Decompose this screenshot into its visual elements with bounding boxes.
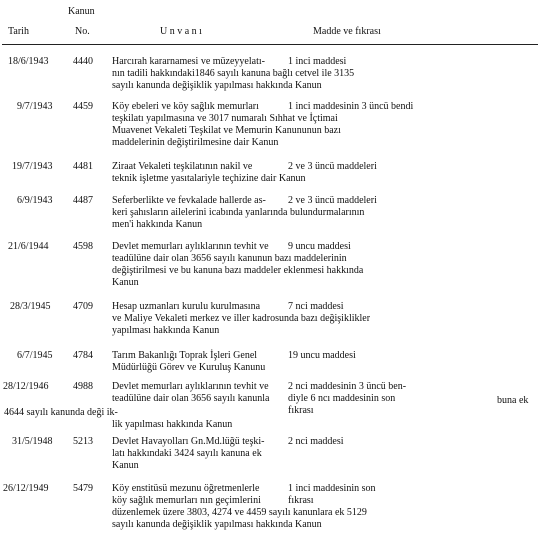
row-title-line: Muavenet Vekaleti Teşkilat ve Memurin Kanununun bazı <box>112 125 341 136</box>
row-madde: 1 inci maddesinin 3 üncü bendi <box>288 101 414 112</box>
row-title-line: değiştirilmesi ve bu kanuna bazı maddeler eklenmesi hakkında <box>112 265 364 276</box>
row-title-line: Seferberlikte ve fevkalade hallerde as- <box>112 195 266 206</box>
row-madde: 2 ve 3 üncü maddeleri <box>288 195 377 206</box>
row-no: 4784 <box>73 350 93 361</box>
row-no: 4988 <box>73 381 93 392</box>
header-kanun-label: Kanun <box>68 6 95 17</box>
header-rule <box>2 44 538 45</box>
row-no: 4440 <box>73 56 93 67</box>
row-title-line: Harcırah kararnamesi ve müzeyyelatı- <box>112 56 265 67</box>
row-date: 9/7/1943 <box>17 101 53 112</box>
row-title-line: latı hakkındaki 3424 sayılı kanuna ek <box>112 448 262 459</box>
row-no: 4598 <box>73 241 93 252</box>
row-title-line: düzenlemek üzere 3803, 4274 ve 4459 sayılı kanunlara ek 5129 <box>112 507 367 518</box>
row-title-line: Kanun <box>112 460 139 471</box>
row-title-line: Tarım Bakanlığı Toprak İşleri Genel <box>112 350 258 361</box>
row-madde: diyle 6 ncı maddesinin son <box>288 393 396 404</box>
row-madde: 2 nci maddesi <box>288 436 344 447</box>
row-madde: 2 nci maddesinin 3 üncü ben- <box>288 381 407 392</box>
row-extra-right: buna ek <box>497 395 529 406</box>
row-title-line: maddelerinin değiştirilmesine dair Kanun <box>112 137 279 148</box>
row-no: 5213 <box>73 436 93 447</box>
row-date: 19/7/1943 <box>12 161 53 172</box>
row-title-line: teadülüne dair olan 3656 sayılı kanunun bazı maddelerinin <box>112 253 347 264</box>
row-date: 26/12/1949 <box>3 483 49 494</box>
row-title-line: Devlet memurları aylıklarının tevhit ve <box>112 241 269 252</box>
row-date: 6/9/1943 <box>17 195 53 206</box>
row-date: 31/5/1948 <box>12 436 53 447</box>
row-title-line: Müdürlüğü Görev ve Kuruluş Kanunu <box>112 362 266 373</box>
row-date: 18/6/1943 <box>8 56 49 67</box>
row-madde: 7 nci maddesi <box>288 301 344 312</box>
header-madde: Madde ve fıkrası <box>313 26 381 37</box>
row-title-line: nın tadili hakkındaki1846 sayılı kanuna bağlı cetvel ile 3135 <box>112 68 355 79</box>
row-madde: 9 uncu maddesi <box>288 241 351 252</box>
header-unvani: U n v a n ı <box>160 26 202 37</box>
row-no: 4709 <box>73 301 93 312</box>
row-title-line: Ziraat Vekaleti teşkilatının nakil ve <box>112 161 253 172</box>
row-title-line: ve Maliye Vekaleti merkez ve iller kadrosunda bazı değişiklikler <box>112 313 371 324</box>
row-date: 6/7/1945 <box>17 350 53 361</box>
row-date: 28/3/1945 <box>10 301 51 312</box>
row-title-line: teşkilatı yapılmasına ve 3017 numaralı Sıhhat ve İçtimai <box>112 113 338 124</box>
row-title-line: keri şahısların ailelerini icabında yanlarında bulundurmalarının <box>112 207 365 218</box>
row-title-line: Devlet memurları aylıklarının tevhit ve <box>112 381 269 392</box>
row-title-line: sayılı kanunda değişiklik yapılması hakkında Kanun <box>112 519 322 530</box>
row-title-line: men'i hakkında Kanun <box>112 219 203 230</box>
row-madde: 2 ve 3 üncü maddeleri <box>288 161 377 172</box>
row-title-line: teknik işletme yasıtalariyle teçhizine dair Kanun <box>112 173 306 184</box>
row-title-line: Köy enstitüsü mezunu öğretmenlerle <box>112 483 260 494</box>
row-madde: 19 uncu maddesi <box>288 350 356 361</box>
row-madde: fıkrası <box>288 405 314 416</box>
header-no: No. <box>75 26 90 37</box>
row-title-line: Hesap uzmanları kurulu kurulmasına <box>112 301 261 312</box>
row-title-line: Kanun <box>112 277 139 288</box>
row-madde: 1 inci maddesinin son <box>288 483 376 494</box>
row-title-line: köy sağlık memurları nın geçimlerini <box>112 495 261 506</box>
row-extra-left: 4644 sayılı kanunda deği ik- <box>4 407 118 418</box>
row-title-line: Köy ebeleri ve köy sağlık memurları <box>112 101 259 112</box>
header-tarih: Tarih <box>8 26 29 37</box>
row-madde: 1 inci maddesi <box>288 56 347 67</box>
row-no: 4481 <box>73 161 93 172</box>
row-date: 21/6/1944 <box>8 241 49 252</box>
row-no: 4487 <box>73 195 93 206</box>
row-no: 5479 <box>73 483 93 494</box>
row-title-line: Devlet Havayolları Gn.Md.lüğü teşki- <box>112 436 265 447</box>
row-no: 4459 <box>73 101 93 112</box>
row-title-line: sayılı kanunda değişiklik yapılması hakkında Kanun <box>112 80 322 91</box>
row-title-line: yapılması hakkında Kanun <box>112 325 220 336</box>
row-madde: fıkrası <box>288 495 314 506</box>
row-date: 28/12/1946 <box>3 381 49 392</box>
row-title-line: teadülüne dair olan 3656 sayılı kanunla <box>112 393 270 404</box>
row-extra-title: lik yapılması hakkında Kanun <box>112 419 233 430</box>
